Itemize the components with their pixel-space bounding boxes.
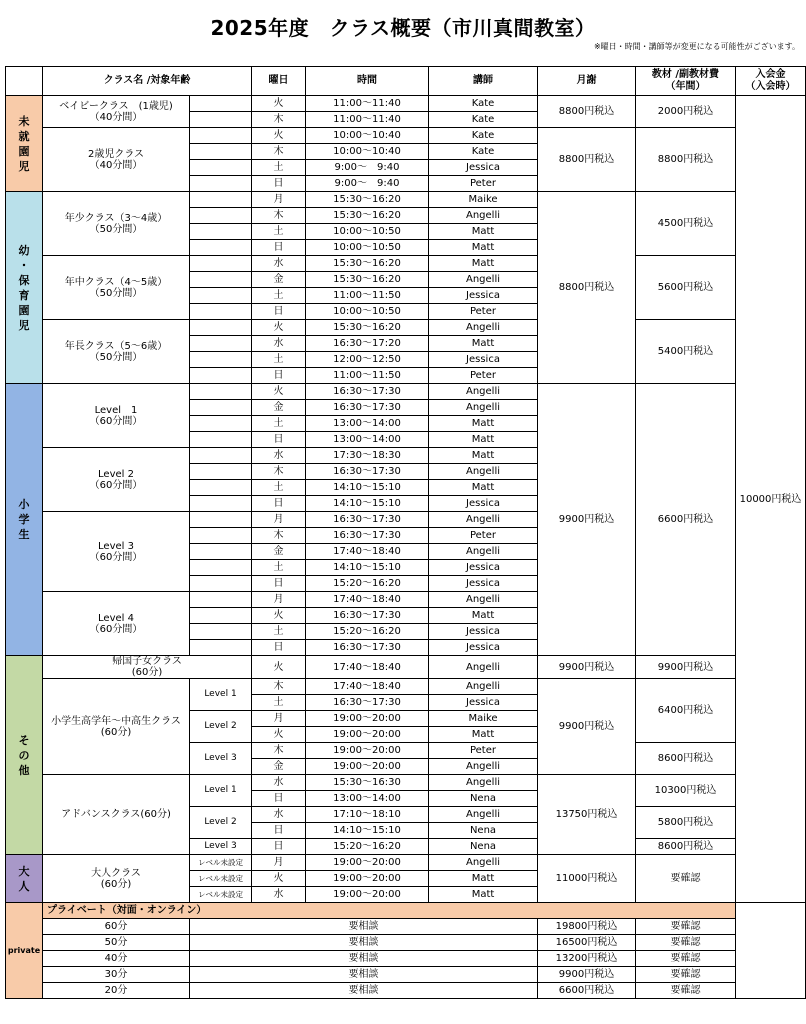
teacher-cell: Matt: [429, 871, 538, 887]
sub-level: [190, 624, 252, 640]
day-cell: 月: [252, 711, 306, 727]
day-cell: 土: [252, 224, 306, 240]
private-consult: 要相談: [190, 919, 538, 935]
teacher-cell: Matt: [429, 448, 538, 464]
class-name: 年中クラス（4～5歳） （50分間）: [43, 256, 190, 320]
day-cell: 日: [252, 304, 306, 320]
teacher-cell: Angelli: [429, 855, 538, 871]
time-cell: 16:30～17:30: [306, 512, 429, 528]
time-cell: 17:40～18:40: [306, 544, 429, 560]
sub-level: [190, 384, 252, 400]
private-materials: 要確認: [636, 919, 736, 935]
time-cell: 11:00～11:40: [306, 112, 429, 128]
time-cell: 19:00～20:00: [306, 855, 429, 871]
schedule-row: [6, 775, 806, 791]
sub-level: [190, 208, 252, 224]
time-cell: 15:30～16:20: [306, 272, 429, 288]
sub-level: [190, 368, 252, 384]
teacher-cell: Peter: [429, 368, 538, 384]
sub-level: Level 1: [190, 679, 252, 711]
materials-fee: 8600円税込: [636, 743, 736, 775]
teacher-cell: Matt: [429, 432, 538, 448]
teacher-cell: Kate: [429, 144, 538, 160]
header-blank: [6, 67, 43, 96]
day-cell: 日: [252, 496, 306, 512]
category-sono: そ の 他: [6, 656, 43, 855]
time-cell: 15:30～16:20: [306, 256, 429, 272]
time-cell: 16:30～17:30: [306, 640, 429, 656]
time-cell: 16:30～17:30: [306, 608, 429, 624]
class-name: 帰国子女クラス (60分): [43, 656, 252, 679]
teacher-cell: Jessica: [429, 560, 538, 576]
day-cell: 火: [252, 320, 306, 336]
time-cell: 15:30～16:30: [306, 775, 429, 791]
time-cell: 17:40～18:40: [306, 592, 429, 608]
sub-level: レベル未設定: [190, 887, 252, 903]
time-cell: 16:30～17:20: [306, 336, 429, 352]
teacher-cell: Jessica: [429, 496, 538, 512]
teacher-cell: Matt: [429, 727, 538, 743]
teacher-cell: Maike: [429, 192, 538, 208]
sub-level: [190, 496, 252, 512]
time-cell: 16:30～17:30: [306, 384, 429, 400]
monthly-fee: 9900円税込: [538, 679, 636, 775]
teacher-cell: Matt: [429, 480, 538, 496]
schedule-row: [6, 192, 806, 208]
private-length: 30分: [43, 967, 190, 983]
day-cell: 土: [252, 695, 306, 711]
day-cell: 木: [252, 743, 306, 759]
header-teacher: 講師: [429, 67, 538, 96]
class-name: アドバンスクラス(60分): [43, 775, 190, 855]
class-overview-table: [5, 66, 806, 999]
day-cell: 日: [252, 576, 306, 592]
teacher-cell: Jessica: [429, 640, 538, 656]
sub-level: [190, 112, 252, 128]
day-cell: 土: [252, 288, 306, 304]
sub-level: [190, 304, 252, 320]
class-name: 2歳児クラス （40分間）: [43, 128, 190, 192]
time-cell: 17:40～18:40: [306, 679, 429, 695]
day-cell: 月: [252, 192, 306, 208]
day-cell: 月: [252, 855, 306, 871]
class-name: ベイビークラス (1歳児) （40分間）: [43, 96, 190, 128]
time-cell: 9:00～ 9:40: [306, 160, 429, 176]
class-name: Level 1 （60分間）: [43, 384, 190, 448]
sub-level: [190, 256, 252, 272]
time-cell: 16:30～17:30: [306, 400, 429, 416]
time-cell: 19:00～20:00: [306, 743, 429, 759]
time-cell: 19:00～20:00: [306, 759, 429, 775]
teacher-cell: Nena: [429, 839, 538, 855]
teacher-cell: Angelli: [429, 384, 538, 400]
private-row: [6, 983, 806, 999]
time-cell: 10:00～10:40: [306, 128, 429, 144]
day-cell: 木: [252, 144, 306, 160]
schedule-row: [6, 320, 806, 336]
time-cell: 11:00～11:50: [306, 368, 429, 384]
private-header: プライベート（対面・オンライン）: [43, 903, 736, 919]
day-cell: 金: [252, 544, 306, 560]
day-cell: 火: [252, 128, 306, 144]
teacher-cell: Nena: [429, 791, 538, 807]
teacher-cell: Jessica: [429, 288, 538, 304]
category-sho: 小 学 生: [6, 384, 43, 656]
private-price: 13200円税込: [538, 951, 636, 967]
teacher-cell: Kate: [429, 128, 538, 144]
sub-level: [190, 192, 252, 208]
sub-level: [190, 480, 252, 496]
private-consult: 要相談: [190, 935, 538, 951]
sub-level: Level 3: [190, 839, 252, 855]
materials-fee: 要確認: [636, 855, 736, 903]
schedule-row: [6, 96, 806, 112]
monthly-fee: 13750円税込: [538, 775, 636, 855]
monthly-fee: 8800円税込: [538, 96, 636, 128]
private-length: 40分: [43, 951, 190, 967]
day-cell: 水: [252, 256, 306, 272]
sub-level: [190, 224, 252, 240]
teacher-cell: Peter: [429, 176, 538, 192]
day-cell: 日: [252, 240, 306, 256]
private-length: 60分: [43, 919, 190, 935]
day-cell: 木: [252, 112, 306, 128]
schedule-row: [6, 855, 806, 871]
day-cell: 水: [252, 887, 306, 903]
time-cell: 10:00～10:40: [306, 144, 429, 160]
day-cell: 火: [252, 871, 306, 887]
day-cell: 日: [252, 432, 306, 448]
header-time: 時間: [306, 67, 429, 96]
teacher-cell: Angelli: [429, 679, 538, 695]
sub-level: Level 1: [190, 775, 252, 807]
materials-fee: 6600円税込: [636, 384, 736, 656]
materials-fee: 10300円税込: [636, 775, 736, 807]
sub-level: Level 2: [190, 711, 252, 743]
teacher-cell: Peter: [429, 528, 538, 544]
time-cell: 10:00～10:50: [306, 304, 429, 320]
class-name: Level 3 （60分間）: [43, 512, 190, 592]
day-cell: 土: [252, 352, 306, 368]
teacher-cell: Jessica: [429, 352, 538, 368]
teacher-cell: Angelli: [429, 544, 538, 560]
sub-level: [190, 96, 252, 112]
class-name: 大人クラス (60分): [43, 855, 190, 903]
monthly-fee: 8800円税込: [538, 128, 636, 192]
sub-level: [190, 352, 252, 368]
sub-level: [190, 608, 252, 624]
time-cell: 15:30～16:20: [306, 192, 429, 208]
day-cell: 金: [252, 400, 306, 416]
day-cell: 日: [252, 640, 306, 656]
teacher-cell: Jessica: [429, 624, 538, 640]
teacher-cell: Angelli: [429, 807, 538, 823]
sub-level: レベル未設定: [190, 855, 252, 871]
schedule-row: [6, 384, 806, 400]
private-price: 9900円税込: [538, 967, 636, 983]
teacher-cell: Maike: [429, 711, 538, 727]
day-cell: 日: [252, 368, 306, 384]
schedule-row: [6, 656, 806, 679]
sub-level: [190, 448, 252, 464]
sub-level: [190, 528, 252, 544]
materials-fee: 9900円税込: [636, 656, 736, 679]
category-yo: 幼 ・ 保 育 園 児: [6, 192, 43, 384]
sub-level: [190, 640, 252, 656]
teacher-cell: Jessica: [429, 695, 538, 711]
materials-fee: 5400円税込: [636, 320, 736, 384]
teacher-cell: Matt: [429, 336, 538, 352]
sub-level: [190, 432, 252, 448]
day-cell: 日: [252, 839, 306, 855]
teacher-cell: Matt: [429, 240, 538, 256]
sub-level: [190, 240, 252, 256]
sub-level: [190, 160, 252, 176]
header-day: 曜日: [252, 67, 306, 96]
category-mishu: 未 就 園 児: [6, 96, 43, 192]
time-cell: 15:20～16:20: [306, 839, 429, 855]
day-cell: 土: [252, 480, 306, 496]
day-cell: 水: [252, 775, 306, 791]
sub-level: [190, 560, 252, 576]
teacher-cell: Peter: [429, 304, 538, 320]
time-cell: 12:00～12:50: [306, 352, 429, 368]
time-cell: 13:00～14:00: [306, 416, 429, 432]
time-cell: 17:30～18:30: [306, 448, 429, 464]
day-cell: 土: [252, 560, 306, 576]
header-entry: 入会金 （入会時）: [736, 67, 806, 96]
private-length: 50分: [43, 935, 190, 951]
monthly-fee: 9900円税込: [538, 384, 636, 656]
day-cell: 金: [252, 759, 306, 775]
day-cell: 月: [252, 512, 306, 528]
teacher-cell: Angelli: [429, 320, 538, 336]
teacher-cell: Matt: [429, 416, 538, 432]
teacher-cell: Angelli: [429, 272, 538, 288]
header-monthly: 月謝: [538, 67, 636, 96]
monthly-fee: 9900円税込: [538, 656, 636, 679]
materials-fee: 8600円税込: [636, 839, 736, 855]
teacher-cell: Matt: [429, 887, 538, 903]
sub-level: [190, 272, 252, 288]
teacher-cell: Angelli: [429, 759, 538, 775]
day-cell: 水: [252, 448, 306, 464]
time-cell: 16:30～17:30: [306, 695, 429, 711]
private-row: [6, 919, 806, 935]
teacher-cell: Angelli: [429, 208, 538, 224]
private-consult: 要相談: [190, 983, 538, 999]
header-class-name: クラス名 /対象年齢: [43, 67, 252, 96]
private-row: [6, 967, 806, 983]
sub-level: レベル未設定: [190, 871, 252, 887]
time-cell: 15:30～16:20: [306, 208, 429, 224]
time-cell: 10:00～10:50: [306, 240, 429, 256]
private-materials: 要確認: [636, 967, 736, 983]
day-cell: 火: [252, 608, 306, 624]
sub-level: Level 3: [190, 743, 252, 775]
private-entry-blank: [736, 903, 806, 999]
teacher-cell: Angelli: [429, 400, 538, 416]
materials-fee: 5600円税込: [636, 256, 736, 320]
teacher-cell: Jessica: [429, 160, 538, 176]
class-name: Level 4 （60分間）: [43, 592, 190, 656]
day-cell: 火: [252, 384, 306, 400]
time-cell: 17:10～18:10: [306, 807, 429, 823]
page-title: 2025年度 クラス概要（市川真間教室）: [210, 16, 596, 40]
sub-level: [190, 464, 252, 480]
time-cell: 15:20～16:20: [306, 576, 429, 592]
change-notice: ※曜日・時間・講師等が変更になる可能性がございます。: [593, 42, 800, 51]
private-materials: 要確認: [636, 935, 736, 951]
private-materials: 要確認: [636, 983, 736, 999]
sub-level: [190, 320, 252, 336]
day-cell: 土: [252, 624, 306, 640]
schedule-row: [6, 679, 806, 695]
private-header-row: [6, 903, 806, 919]
day-cell: 木: [252, 208, 306, 224]
teacher-cell: Jessica: [429, 576, 538, 592]
teacher-cell: Matt: [429, 608, 538, 624]
sub-level: [190, 592, 252, 608]
category-private: private: [6, 903, 43, 999]
entry-fee: 10000円税込: [736, 96, 806, 903]
time-cell: 19:00～20:00: [306, 871, 429, 887]
time-cell: 14:10～15:10: [306, 823, 429, 839]
private-consult: 要相談: [190, 967, 538, 983]
sub-level: [190, 416, 252, 432]
sub-level: [190, 400, 252, 416]
private-price: 16500円税込: [538, 935, 636, 951]
day-cell: 火: [252, 656, 306, 679]
private-row: [6, 935, 806, 951]
time-cell: 10:00～10:50: [306, 224, 429, 240]
private-length: 20分: [43, 983, 190, 999]
materials-fee: 2000円税込: [636, 96, 736, 128]
materials-fee: 4500円税込: [636, 192, 736, 256]
day-cell: 木: [252, 528, 306, 544]
time-cell: 11:00～11:50: [306, 288, 429, 304]
day-cell: 火: [252, 96, 306, 112]
day-cell: 火: [252, 727, 306, 743]
teacher-cell: Matt: [429, 256, 538, 272]
day-cell: 土: [252, 160, 306, 176]
teacher-cell: Angelli: [429, 512, 538, 528]
materials-fee: 6400円税込: [636, 679, 736, 743]
teacher-cell: Kate: [429, 112, 538, 128]
teacher-cell: Nena: [429, 823, 538, 839]
class-name: 年少クラス（3～4歳） （50分間）: [43, 192, 190, 256]
teacher-cell: Peter: [429, 743, 538, 759]
teacher-cell: Angelli: [429, 775, 538, 791]
day-cell: 水: [252, 807, 306, 823]
private-row: [6, 951, 806, 967]
private-price: 6600円税込: [538, 983, 636, 999]
day-cell: 月: [252, 592, 306, 608]
day-cell: 水: [252, 336, 306, 352]
monthly-fee: 8800円税込: [538, 192, 636, 384]
day-cell: 日: [252, 823, 306, 839]
teacher-cell: Kate: [429, 96, 538, 112]
class-name: 年長クラス（5～6歳） （50分間）: [43, 320, 190, 384]
day-cell: 日: [252, 176, 306, 192]
day-cell: 土: [252, 416, 306, 432]
time-cell: 9:00～ 9:40: [306, 176, 429, 192]
time-cell: 13:00～14:00: [306, 432, 429, 448]
class-name: 小学生高学年～中高生クラス (60分): [43, 679, 190, 775]
private-consult: 要相談: [190, 951, 538, 967]
category-otona: 大 人: [6, 855, 43, 903]
sub-level: [190, 128, 252, 144]
sub-level: [190, 288, 252, 304]
teacher-cell: Matt: [429, 224, 538, 240]
monthly-fee: 11000円税込: [538, 855, 636, 903]
time-cell: 19:00～20:00: [306, 887, 429, 903]
time-cell: 16:30～17:30: [306, 528, 429, 544]
day-cell: 木: [252, 464, 306, 480]
private-materials: 要確認: [636, 951, 736, 967]
teacher-cell: Angelli: [429, 592, 538, 608]
schedule-row: [6, 256, 806, 272]
teacher-cell: Angelli: [429, 464, 538, 480]
time-cell: 19:00～20:00: [306, 727, 429, 743]
sub-level: [190, 544, 252, 560]
sub-level: [190, 576, 252, 592]
class-name: Level 2 （60分間）: [43, 448, 190, 512]
time-cell: 13:00～14:00: [306, 791, 429, 807]
schedule-row: [6, 128, 806, 144]
time-cell: 14:10～15:10: [306, 496, 429, 512]
sub-level: [190, 144, 252, 160]
time-cell: 15:30～16:20: [306, 320, 429, 336]
sub-level: [190, 176, 252, 192]
day-cell: 金: [252, 272, 306, 288]
header-materials: 教材 /副教材費 （年間）: [636, 67, 736, 96]
time-cell: 15:20～16:20: [306, 624, 429, 640]
teacher-cell: Angelli: [429, 656, 538, 679]
time-cell: 14:10～15:10: [306, 560, 429, 576]
time-cell: 19:00～20:00: [306, 711, 429, 727]
sub-level: Level 2: [190, 807, 252, 839]
day-cell: 木: [252, 679, 306, 695]
private-price: 19800円税込: [538, 919, 636, 935]
time-cell: 14:10～15:10: [306, 480, 429, 496]
time-cell: 16:30～17:30: [306, 464, 429, 480]
time-cell: 17:40～18:40: [306, 656, 429, 679]
time-cell: 11:00～11:40: [306, 96, 429, 112]
materials-fee: 8800円税込: [636, 128, 736, 192]
sub-level: [190, 336, 252, 352]
materials-fee: 5800円税込: [636, 807, 736, 839]
day-cell: 日: [252, 791, 306, 807]
sub-level: [190, 512, 252, 528]
